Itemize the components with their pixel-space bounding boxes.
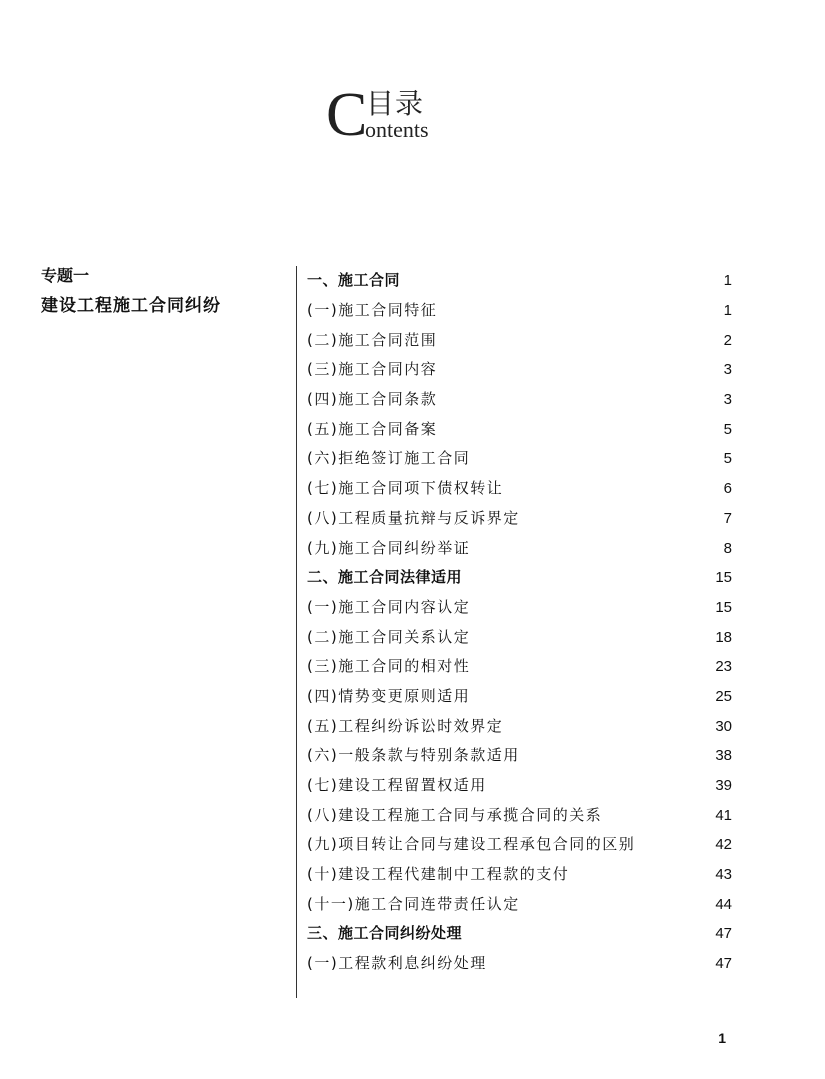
toc-entry-page: 15	[715, 598, 732, 616]
toc-entry-page: 3	[723, 391, 732, 409]
toc-entry-title: (四)施工合同条款	[307, 390, 438, 409]
page-title	[326, 81, 486, 149]
toc-entry-title: (二)施工合同关系认定	[307, 627, 471, 646]
toc-section-entry[interactable]	[307, 266, 732, 296]
toc-entry-title: (二)施工合同范围	[307, 330, 438, 349]
toc-entry-page: 2	[723, 331, 732, 349]
toc-entry-title: (七)建设工程留置权适用	[307, 776, 487, 795]
toc-entry-title: 二、施工合同法律适用	[307, 568, 463, 587]
toc-entry-page: 39	[715, 777, 732, 795]
contents-title-chinese: 目录	[366, 87, 425, 120]
toc-subsection-entry[interactable]	[307, 800, 732, 830]
toc-entry-title: (六)拒绝签订施工合同	[307, 449, 471, 468]
contents-initial-letter: C	[326, 81, 368, 149]
toc-entry-page: 42	[715, 836, 732, 854]
toc-entry-page: 23	[715, 658, 732, 676]
toc-entry-title: (五)施工合同备案	[307, 419, 438, 438]
toc-subsection-entry[interactable]	[307, 414, 732, 444]
topic-label: 专题一	[41, 266, 90, 285]
toc-entry-title: (八)建设工程施工合同与承揽合同的关系	[307, 805, 603, 824]
toc-entry-page: 3	[723, 361, 732, 379]
vertical-divider	[296, 266, 297, 998]
toc-entry-title: (三)施工合同内容	[307, 360, 438, 379]
toc-entry-title: (三)施工合同的相对性	[307, 657, 471, 676]
toc-entry-title: (八)工程质量抗辩与反诉界定	[307, 508, 520, 527]
toc-entry-page: 1	[723, 272, 732, 290]
toc-entry-page: 15	[715, 569, 732, 587]
toc-subsection-entry[interactable]	[307, 325, 732, 355]
toc-subsection-entry[interactable]	[307, 860, 732, 890]
toc-subsection-entry[interactable]	[307, 385, 732, 415]
toc-subsection-entry[interactable]	[307, 593, 732, 623]
toc-entry-page: 5	[723, 450, 732, 468]
contents-title-english: ontents	[365, 117, 429, 142]
toc-subsection-entry[interactable]	[307, 830, 732, 860]
toc-entry-page: 43	[715, 866, 732, 884]
page-number: 1	[718, 1030, 726, 1046]
toc-subsection-entry[interactable]	[307, 296, 732, 326]
toc-entry-title: (六)一般条款与特别条款适用	[307, 746, 520, 765]
toc-entry-title: (一)施工合同内容认定	[307, 597, 471, 616]
toc-entry-page: 41	[715, 806, 732, 824]
toc-section-entry[interactable]	[307, 563, 732, 593]
toc-entry-page: 1	[723, 302, 732, 320]
toc-entry-page: 47	[715, 925, 732, 943]
toc-subsection-entry[interactable]	[307, 355, 732, 385]
toc-subsection-entry[interactable]	[307, 533, 732, 563]
topic-title: 建设工程施工合同纠纷	[41, 296, 221, 316]
toc-entry-title: (一)工程款利息纠纷处理	[307, 954, 487, 973]
toc-entry-page: 30	[715, 717, 732, 735]
toc-entry-page: 6	[723, 480, 732, 498]
toc-entry-page: 5	[723, 420, 732, 438]
toc-subsection-entry[interactable]	[307, 444, 732, 474]
toc-subsection-entry[interactable]	[307, 771, 732, 801]
toc-entry-title: (七)施工合同项下债权转让	[307, 479, 504, 498]
toc-entry-title: (十一)施工合同连带责任认定	[307, 894, 520, 913]
toc-entry-page: 8	[723, 539, 732, 557]
table-of-contents	[307, 266, 732, 979]
toc-entry-page: 44	[715, 895, 732, 913]
toc-subsection-entry[interactable]	[307, 741, 732, 771]
toc-entry-title: 三、施工合同纠纷处理	[307, 924, 463, 943]
toc-subsection-entry[interactable]	[307, 622, 732, 652]
toc-entry-page: 38	[715, 747, 732, 765]
toc-entry-title: (九)施工合同纠纷举证	[307, 538, 471, 557]
topic-heading	[41, 266, 281, 317]
toc-subsection-entry[interactable]	[307, 504, 732, 534]
toc-entry-title: (五)工程纠纷诉讼时效界定	[307, 716, 504, 735]
toc-subsection-entry[interactable]	[307, 949, 732, 979]
toc-entry-page: 7	[723, 509, 732, 527]
toc-subsection-entry[interactable]	[307, 711, 732, 741]
toc-entry-title: (九)项目转让合同与建设工程承包合同的区别	[307, 835, 636, 854]
toc-subsection-entry[interactable]	[307, 652, 732, 682]
toc-subsection-entry[interactable]	[307, 474, 732, 504]
toc-entry-page: 47	[715, 955, 732, 973]
toc-section-entry[interactable]	[307, 919, 732, 949]
toc-entry-title: (一)施工合同特征	[307, 301, 438, 320]
toc-entry-title: (十)建设工程代建制中工程款的支付	[307, 865, 570, 884]
toc-entry-title: (四)情势变更原则适用	[307, 686, 471, 705]
toc-entry-page: 25	[715, 687, 732, 705]
toc-subsection-entry[interactable]	[307, 889, 732, 919]
toc-entry-title: 一、施工合同	[307, 271, 401, 290]
toc-subsection-entry[interactable]	[307, 682, 732, 712]
toc-entry-page: 18	[715, 628, 732, 646]
